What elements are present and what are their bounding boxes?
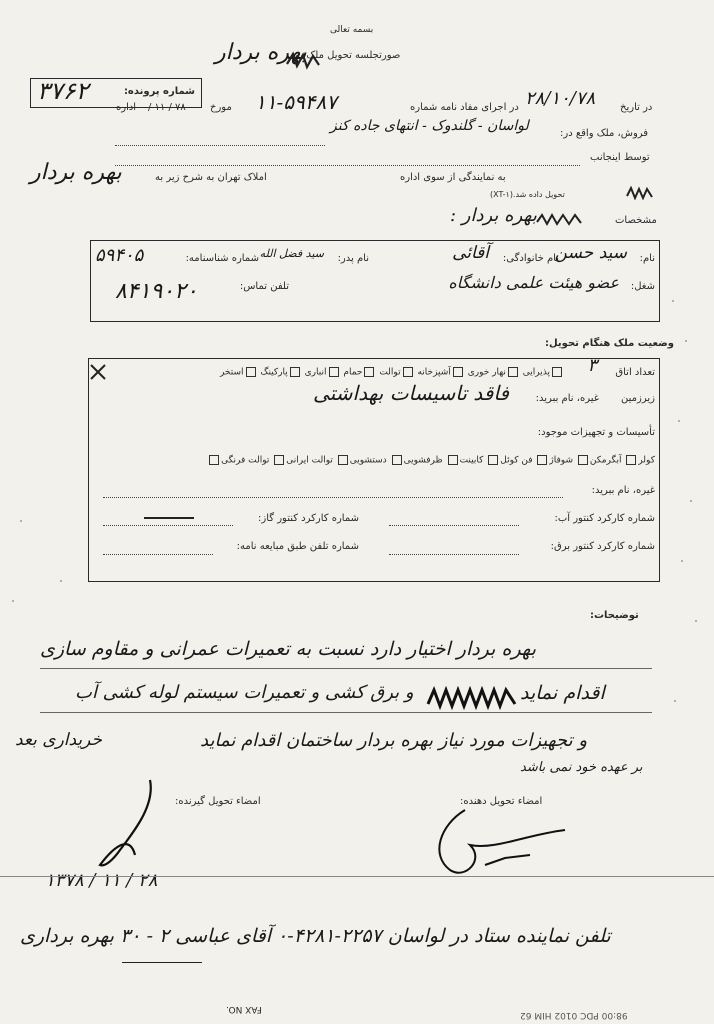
installation-options: کولر آبگرمکن شوفاژ فن کوئل کابینت ظرفشویی دستشویی توالت ایرانی توالت فرنگی — [207, 455, 655, 466]
basement-label: زیرزمین — [621, 393, 655, 404]
notes-line-4: بر عهده خود نمی باشد — [520, 760, 643, 775]
intro-location-label: فروش، ملک واقع در: — [560, 128, 649, 139]
room-options: پذیرایی نهار خوری آشپزخانه توالت حمام انباری پارکینگ استخر — [220, 367, 564, 378]
electric-meter-label: شماره کارکرد کنتور برق: — [550, 541, 655, 552]
father-label: نام پدر: — [337, 253, 369, 264]
fax-timestamp: 98:00 PDC 0102 HIM 62 — [520, 1010, 628, 1020]
person-info-box — [90, 240, 660, 322]
notes-title: توضیحات: — [590, 610, 639, 621]
intro-date-hand: ۲۸/۱۰/۷۸ — [525, 88, 596, 109]
family-label: نام خانوادگی: — [502, 253, 559, 264]
property-status-box — [88, 355, 660, 582]
bismillah: بسمه تعالی — [330, 25, 374, 35]
intro-representative-label: به نمایندگی از سوی اداره — [400, 172, 506, 183]
phone-label: تلفن تماس: — [239, 281, 289, 292]
specs-label: مشخصات — [615, 215, 657, 226]
job-label: شغل: — [630, 281, 655, 292]
intro-office-label: اداره — [116, 102, 137, 113]
installations-title: تأسیسات و تجهیزات موجود: — [537, 427, 655, 438]
family-value: آقائی — [452, 243, 489, 263]
file-number-label: شماره پرونده: — [123, 86, 195, 97]
notes-line-3b: خریداری بعد — [15, 730, 103, 750]
file-number-value: ۳۷۶۲ — [37, 77, 89, 105]
rooms-label: تعداد اتاق — [615, 367, 655, 378]
id-label: شماره شناسنامه: — [185, 253, 259, 264]
intro-letter-label: در اجرای مفاد نامه شماره — [410, 102, 519, 113]
father-value: سید فضل الله — [259, 247, 324, 260]
other-label: غیره، نام ببرید: — [535, 393, 599, 404]
notes-line-3: و تجهیزات مورد نیاز بهره بردار ساختمان اقدام نماید — [200, 730, 588, 751]
other2-label: غیره، نام ببرید: — [591, 485, 655, 496]
gas-meter-label: شماره کارکرد کنتور گاز: — [258, 513, 359, 524]
rooms-value: ۳ — [587, 355, 597, 376]
scribble-mark — [285, 50, 325, 72]
intro-dated-label: مورخ — [210, 102, 232, 113]
fax-mark: FAX NO. — [226, 1004, 262, 1014]
phone-number-label: شماره تلفن طبق مبایعه نامه: — [236, 541, 359, 552]
notes-line-2: اقدام نماید — [520, 682, 605, 704]
deliverer-signature-label: امضاء تحویل دهنده: — [460, 796, 543, 807]
notes-line-1: بهره بردار اختیار دارد نسبت به تعمیرات عمرانی و مقاوم سازی — [40, 638, 536, 660]
intro-dated-value: / ۱۱ / ۷۸ — [148, 102, 186, 113]
scribble-mark — [425, 686, 520, 712]
intro-date-label: در تاریخ — [620, 102, 653, 113]
title-handwritten: بهره بردار — [215, 40, 307, 65]
water-meter-label: شماره کارکرد کنتور آب: — [554, 513, 655, 524]
job-value: عضو هیئت علمی دانشگاه — [448, 273, 619, 292]
name-label: نام: — [639, 253, 655, 264]
phone-value: ۸۴۱۹۰۲۰ — [115, 279, 198, 304]
receiver-signature — [95, 775, 165, 875]
intro-agent-label: توسط اینجانب — [590, 152, 650, 163]
other-hand: فاقد تاسیسات بهداشتی — [313, 381, 509, 405]
id-value: ۵۹۴۰۵ — [95, 245, 144, 266]
receiver-signature-label: امضاء تحویل گیرنده: — [175, 796, 261, 807]
notes-line-2b: و برق کشی و تعمیرات سیستم لوله کشی آب — [75, 682, 414, 703]
intro-letter-number: ۱۱-۵۹۴۸۷ — [255, 90, 337, 114]
footer-phone-line: تلفن نماینده ستاد در لواسان ۲۲۵۷-۴۲۸۱-۰ آقای عباسی ۲ - ۳۰ بهره برداری — [20, 925, 611, 947]
intro-delivered: تحویل داده شد.(XT-۱) — [490, 190, 565, 199]
scribble-mark — [625, 186, 655, 200]
name-value: سید حسن — [554, 243, 627, 263]
intro-location-hand: لواسان - گلندوک - انتهای جاده کنز — [330, 118, 529, 134]
specs-hand: بهره بردار : — [450, 205, 537, 226]
document-title: صورتجلسه تحویل ملک به — [295, 50, 401, 61]
intro-recipient-hand: بهره بردار — [30, 160, 122, 185]
status-title: وضعیت ملک هنگام تحویل: — [545, 338, 674, 349]
intro-estate-label: املاک تهران به شرح زیر به — [155, 172, 267, 183]
check-mark-icon — [89, 363, 107, 381]
signature-date: ۱۳۷۸ / ۱۱ / ۲۸ — [45, 870, 158, 891]
scribble-mark — [535, 212, 585, 228]
